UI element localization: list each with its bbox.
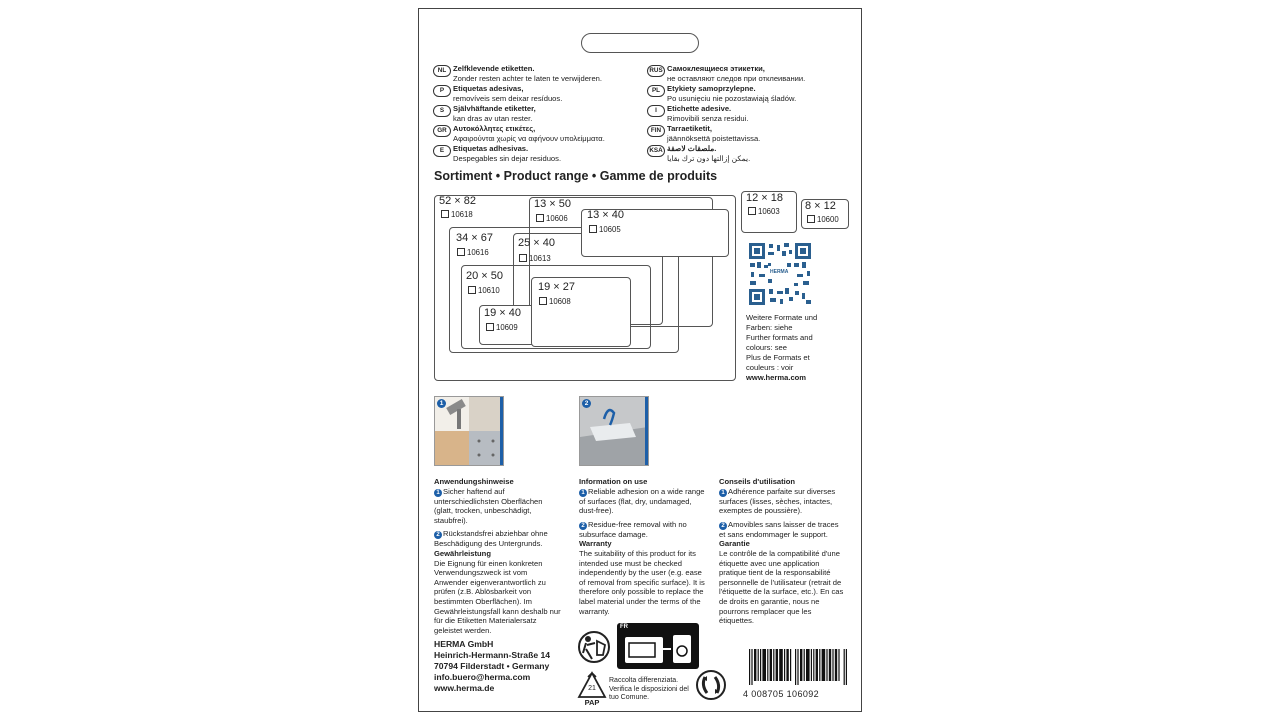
- recycling-text: Raccolta differenziata. Verifica le disposizioni del tuo Comune.: [609, 677, 689, 702]
- column-text: Reliable adhesion on a wide range of surfaces (flat, dry, undamaged, dust-free).: [579, 486, 705, 516]
- lang-badge: FIN: [647, 125, 665, 137]
- lang-title: Αυτοκόλλητες ετικέτες,: [453, 124, 536, 133]
- format-size: 34 × 67: [456, 232, 494, 244]
- format-code: [441, 210, 473, 219]
- lang-desc: Zonder resten achter te laten te verwijderen.: [453, 74, 603, 83]
- format-size: 13 × 40: [587, 209, 625, 221]
- street: Heinrich-Hermann-Straße 14: [434, 650, 551, 660]
- lang-p: [433, 84, 633, 104]
- triman-icon: [577, 629, 611, 665]
- company-address: [434, 639, 550, 694]
- more-formats-note: [746, 313, 836, 383]
- checkbox-icon: [748, 207, 756, 215]
- lang-i: [647, 104, 847, 124]
- hang-hole: [581, 33, 699, 53]
- lang-desc: kan dras av utan rester.: [453, 114, 533, 123]
- lang-title: Самоклеящиеся этикетки,: [667, 64, 765, 73]
- product-back-card: [418, 8, 862, 712]
- website-link[interactable]: www.herma.de: [434, 683, 495, 693]
- more-formats-de: Weitere Formate und Farben: siehe: [746, 313, 818, 332]
- column-point-1: [579, 487, 707, 516]
- format-code: [536, 214, 568, 223]
- lang-rus: [647, 64, 847, 84]
- bullet-icon: 1: [579, 489, 587, 497]
- format-code-text: 10605: [599, 225, 621, 234]
- bullet-icon: 1: [719, 489, 727, 497]
- format-size: 12 × 18: [746, 192, 784, 204]
- more-formats-fr: Plus de Formats et couleurs : voir: [746, 353, 810, 372]
- step1-photo: [434, 396, 504, 466]
- column-heading: Anwendungshinweise: [434, 477, 514, 486]
- lang-badge: RUS: [647, 65, 665, 77]
- lang-title: Zelfklevende etiketten.: [453, 64, 535, 73]
- resin-code: PAP: [584, 698, 600, 707]
- lang-badge: S: [433, 105, 451, 117]
- checkbox-icon: [589, 225, 597, 233]
- lang-badge: NL: [433, 65, 451, 77]
- column-heading: Conseils d'utilisation: [719, 477, 796, 486]
- green-dot-icon: [695, 669, 727, 701]
- format-code-text: 10609: [496, 323, 518, 332]
- more-formats-en: Further formats and colours: see: [746, 333, 813, 352]
- format-code-text: 10603: [758, 207, 780, 216]
- lang-title: Etiquetas adhesivas.: [453, 144, 529, 153]
- lang-nl: [433, 64, 633, 84]
- lang-desc: Αφαιρούνται χωρίς να αφήνουν υπολείμματα.: [453, 134, 605, 143]
- herma-url[interactable]: www.herma.com: [746, 373, 807, 382]
- lang-pl: [647, 84, 847, 104]
- column-point-1: [719, 487, 847, 516]
- column-text: Adhérence parfaite sur diverses surfaces (lisses, sèches, intactes, exemptes de poussière).: [719, 486, 836, 516]
- checkbox-icon: [807, 215, 815, 223]
- column-de: [434, 477, 562, 635]
- lang-desc: Po usunięciu nie pozostawiają śladów.: [667, 94, 797, 103]
- warranty-heading: Garantie: [719, 539, 750, 549]
- checkbox-icon: [539, 297, 547, 305]
- step-number: 2: [582, 399, 591, 408]
- format-code: [539, 297, 571, 306]
- checkbox-icon: [468, 286, 476, 294]
- column-en: [579, 477, 707, 616]
- email-link[interactable]: info.buero@herma.com: [434, 672, 531, 682]
- lang-badge: GR: [433, 125, 451, 137]
- warranty-heading: Gewährleistung: [434, 548, 491, 558]
- lang-desc: يمكن إزالتها دون ترك بقايا.: [667, 154, 751, 163]
- barcode: [749, 649, 847, 685]
- lang-fin: [647, 124, 847, 144]
- lang-desc: removíveis sem deixar resíduos.: [453, 94, 563, 103]
- sorting-icon: [623, 631, 695, 667]
- lang-badge: I: [647, 105, 665, 117]
- format-code-text: 10610: [478, 286, 500, 295]
- lang-title: Etykiety samoprzylepne.: [667, 84, 756, 93]
- format-code-text: 10606: [546, 214, 568, 223]
- format-size: 25 × 40: [518, 237, 556, 249]
- format-code: [457, 248, 489, 257]
- lang-e: [433, 144, 633, 164]
- format-code-text: 10616: [467, 248, 489, 257]
- surfaces-illustration: [435, 397, 503, 465]
- checkbox-icon: [486, 323, 494, 331]
- lang-gr: [433, 124, 633, 144]
- lang-s: [433, 104, 633, 124]
- column-heading: Information on use: [579, 477, 648, 486]
- lang-badge: KSA: [647, 145, 665, 157]
- column-point-2: [434, 529, 562, 549]
- lang-title: Etichette adesive.: [667, 104, 732, 113]
- barcode-number: 4 008705 106092: [743, 689, 820, 699]
- format-code-text: 10618: [451, 210, 473, 219]
- format-code: [589, 225, 621, 234]
- checkbox-icon: [441, 210, 449, 218]
- format-size: 20 × 50: [466, 270, 504, 282]
- column-text: Rückstandsfrei abziehbar ohne Beschädigung des Untergrunds.: [434, 529, 548, 549]
- lang-ksa: [647, 144, 847, 164]
- format-code: [748, 207, 780, 216]
- step-number: 1: [437, 399, 446, 408]
- format-size: 13 × 50: [534, 198, 572, 210]
- format-size: 8 × 12: [805, 200, 836, 212]
- warranty-text: The suitability of this product for its intended use must be checked independently by the user (e.g. ease of removal from specific surface). It is therefore only possible to replace the label material under the terms of the warranty.: [579, 548, 705, 616]
- qr-brand: HERMA: [770, 269, 789, 275]
- format-code-text: 10600: [817, 215, 839, 224]
- format-size: 52 × 82: [439, 195, 477, 207]
- lang-desc: jäännöksettä poistettavissa.: [667, 134, 761, 143]
- format-code-text: 10613: [529, 254, 551, 263]
- checkbox-icon: [536, 214, 544, 222]
- lang-desc: не оставляют следов при отклеивании.: [667, 74, 806, 83]
- lang-badge: PL: [647, 85, 665, 97]
- warranty-text: Le contrôle de la compatibilité d'une étiquette avec une application pratique tient de la responsabilité personnelle de l'utilisateur (retrait de l'étiquette de la surface, etc.). En cas de droits en garantie, nous ne pourrons remplacer que les étiquettes.: [719, 548, 844, 626]
- lang-title: Självhäftande etiketter,: [453, 104, 536, 113]
- checkbox-icon: [519, 254, 527, 262]
- lang-title: Etiquetas adesivas,: [453, 84, 524, 93]
- bullet-icon: 2: [579, 522, 587, 530]
- country-code: FR: [620, 624, 628, 630]
- warranty-text: Die Eignung für einen konkreten Verwendungszweck ist vom Anwender eigenverantwortlich zu prüfen (z.B. Ablösbarkeit von bestimmten Oberflächen). Im Gewährleistungsfall kann deshalb nur für die Etiketten Materialersatz geleistet werden.: [434, 558, 561, 635]
- lang-desc: Rimovibili senza residui.: [667, 114, 749, 123]
- lang-badge: P: [433, 85, 451, 97]
- checkbox-icon: [457, 248, 465, 256]
- company-name: HERMA GmbH: [434, 639, 494, 649]
- lang-badge: E: [433, 145, 451, 157]
- format-size: 19 × 40: [484, 307, 522, 319]
- lang-desc: Despegables sin dejar residuos.: [453, 154, 562, 163]
- product-range-title: Sortiment • Product range • Gamme de produits: [434, 169, 718, 183]
- peel-illustration: [580, 397, 648, 465]
- column-point-1: [434, 487, 562, 526]
- format-code: [486, 323, 518, 332]
- format-size: 19 × 27: [538, 281, 576, 293]
- column-fr: [719, 477, 847, 626]
- info-tri-panel: [617, 623, 699, 669]
- column-text: Sicher haftend auf unterschiedlichsten Oberflächen (glatt, trocken, unbeschädigt, staubfrei).: [434, 486, 543, 525]
- column-point-2: [719, 520, 847, 540]
- lang-title: Tarraetiketit,: [667, 124, 713, 133]
- column-text: Amovibles sans laisser de traces et sans endommager le support.: [719, 519, 839, 539]
- warranty-heading: Warranty: [579, 539, 612, 549]
- format-code: [807, 215, 839, 224]
- city: 70794 Filderstadt • Germany: [434, 661, 550, 671]
- format-code-text: 10608: [549, 297, 571, 306]
- column-text: Residue-free removal with no subsurface damage.: [579, 519, 687, 539]
- step2-photo: [579, 396, 649, 466]
- resin-number: 21: [588, 685, 596, 692]
- format-code: [468, 286, 500, 295]
- bullet-icon: 1: [434, 489, 442, 497]
- bullet-icon: 2: [434, 531, 442, 539]
- format-code: [519, 254, 551, 263]
- column-point-2: [579, 520, 707, 540]
- lang-title: ملصقات لاصقة.: [667, 144, 717, 153]
- bullet-icon: 2: [719, 522, 727, 530]
